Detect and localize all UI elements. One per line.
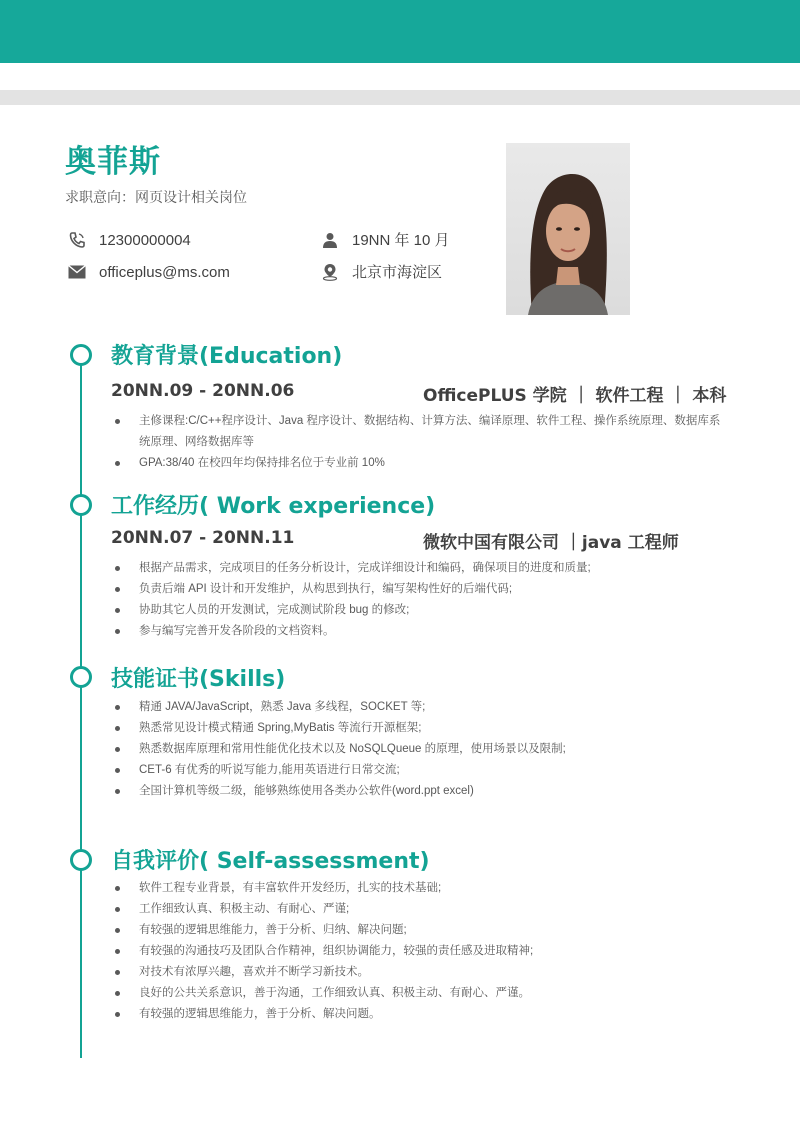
- section-title-self: 自我评价( Self-assessment): [111, 849, 430, 874]
- list-item: 有较强的沟通技巧及团队合作精神，组织协调能力，较强的责任感及进取精神;: [111, 941, 721, 962]
- timeline-line: [80, 345, 82, 1058]
- list-item: 根据产品需求，完成项目的任务分析设计，完成详细设计和编码，确保项目的进度和质量;: [111, 558, 721, 579]
- timeline-node-self: [70, 849, 92, 871]
- location-text: 北京市海淀区: [352, 264, 443, 281]
- contact-email: [67, 263, 230, 281]
- list-item: 协助其它人员的开发测试，完成测试阶段 bug 的修改;: [111, 600, 721, 621]
- list-item: 参与编写完善开发各阶段的文档资料。: [111, 621, 721, 642]
- list-item: 全国计算机等级二级，能够熟练使用各类办公软件(word.ppt excel): [111, 781, 721, 802]
- work-period: 20NN.07 - 20NN.11: [111, 528, 295, 548]
- top-color-band: [0, 0, 800, 63]
- profile-photo: [506, 143, 630, 315]
- self-list: [111, 878, 721, 1025]
- timeline-node-skills: [70, 666, 92, 688]
- contact-birth: [320, 229, 450, 250]
- list-item: 软件工程专业背景，有丰富软件开发经历，扎实的技术基础;: [111, 878, 721, 899]
- timeline-node-education: [70, 344, 92, 366]
- section-title-education: 教育背景(Education): [111, 344, 343, 369]
- education-list: [111, 411, 721, 474]
- mail-icon: [67, 263, 87, 281]
- phone-number: 12300000004: [99, 231, 191, 249]
- list-item: 有较强的逻辑思维能力，善于分析、解决问题。: [111, 1004, 721, 1025]
- list-item: 工作细致认真、积极主动、有耐心、严谨;: [111, 899, 721, 920]
- contact-phone: [67, 231, 191, 249]
- list-item: 负责后端 API 设计和开发维护，从构思到执行，编写架构性好的后端代码;: [111, 579, 721, 600]
- skills-list: [111, 697, 721, 802]
- list-item: 熟悉数据库原理和常用性能优化技术以及 NoSQLQueue 的原理，使用场景以及限制;: [111, 739, 721, 760]
- section-title-skills: 技能证书(Skills): [111, 667, 286, 692]
- education-period: 20NN.09 - 20NN.06: [111, 381, 295, 401]
- section-title-work: 工作经历( Work experience): [111, 494, 436, 519]
- education-school: OfficePLUS 学院 ｜ 软件工程 ｜ 本科: [423, 386, 727, 406]
- grey-divider-band: [0, 90, 800, 105]
- work-list: [111, 558, 721, 642]
- contact-location: [320, 261, 442, 282]
- candidate-name: 奥菲斯: [65, 144, 161, 180]
- phone-icon: [67, 231, 87, 249]
- list-item: 对技术有浓厚兴趣，喜欢并不断学习新技术。: [111, 962, 721, 983]
- birth-date: 19NN 年 10 月: [352, 232, 450, 249]
- list-item: 主修课程:C/C++程序设计、Java 程序设计、数据结构、计算方法、编译原理、软件工程、操作系统原理、数据库系统原理、网络数据库等: [111, 411, 721, 453]
- list-item: 良好的公共关系意识，善于沟通，工作细致认真、积极主动、有耐心、严谨。: [111, 983, 721, 1004]
- timeline-node-work: [70, 494, 92, 516]
- list-item: 有较强的逻辑思维能力，善于分析、归纳、解决问题;: [111, 920, 721, 941]
- email-address: officeplus@ms.com: [99, 263, 230, 281]
- person-icon: [320, 231, 340, 249]
- list-item: 熟悉常见设计模式精通 Spring,MyBatis 等流行开源框架;: [111, 718, 721, 739]
- work-company: 微软中国有限公司 ｜java 工程师: [423, 533, 679, 553]
- job-objective: 求职意向：网页设计相关岗位: [65, 189, 247, 205]
- list-item: 精通 JAVA/JavaScript，熟悉 Java 多线程，SOCKET 等;: [111, 697, 721, 718]
- location-pin-icon: [320, 263, 340, 281]
- list-item: GPA:38/40 在校四年均保持排名位于专业前 10%: [111, 453, 721, 474]
- list-item: CET-6 有优秀的听说写能力,能用英语进行日常交流;: [111, 760, 721, 781]
